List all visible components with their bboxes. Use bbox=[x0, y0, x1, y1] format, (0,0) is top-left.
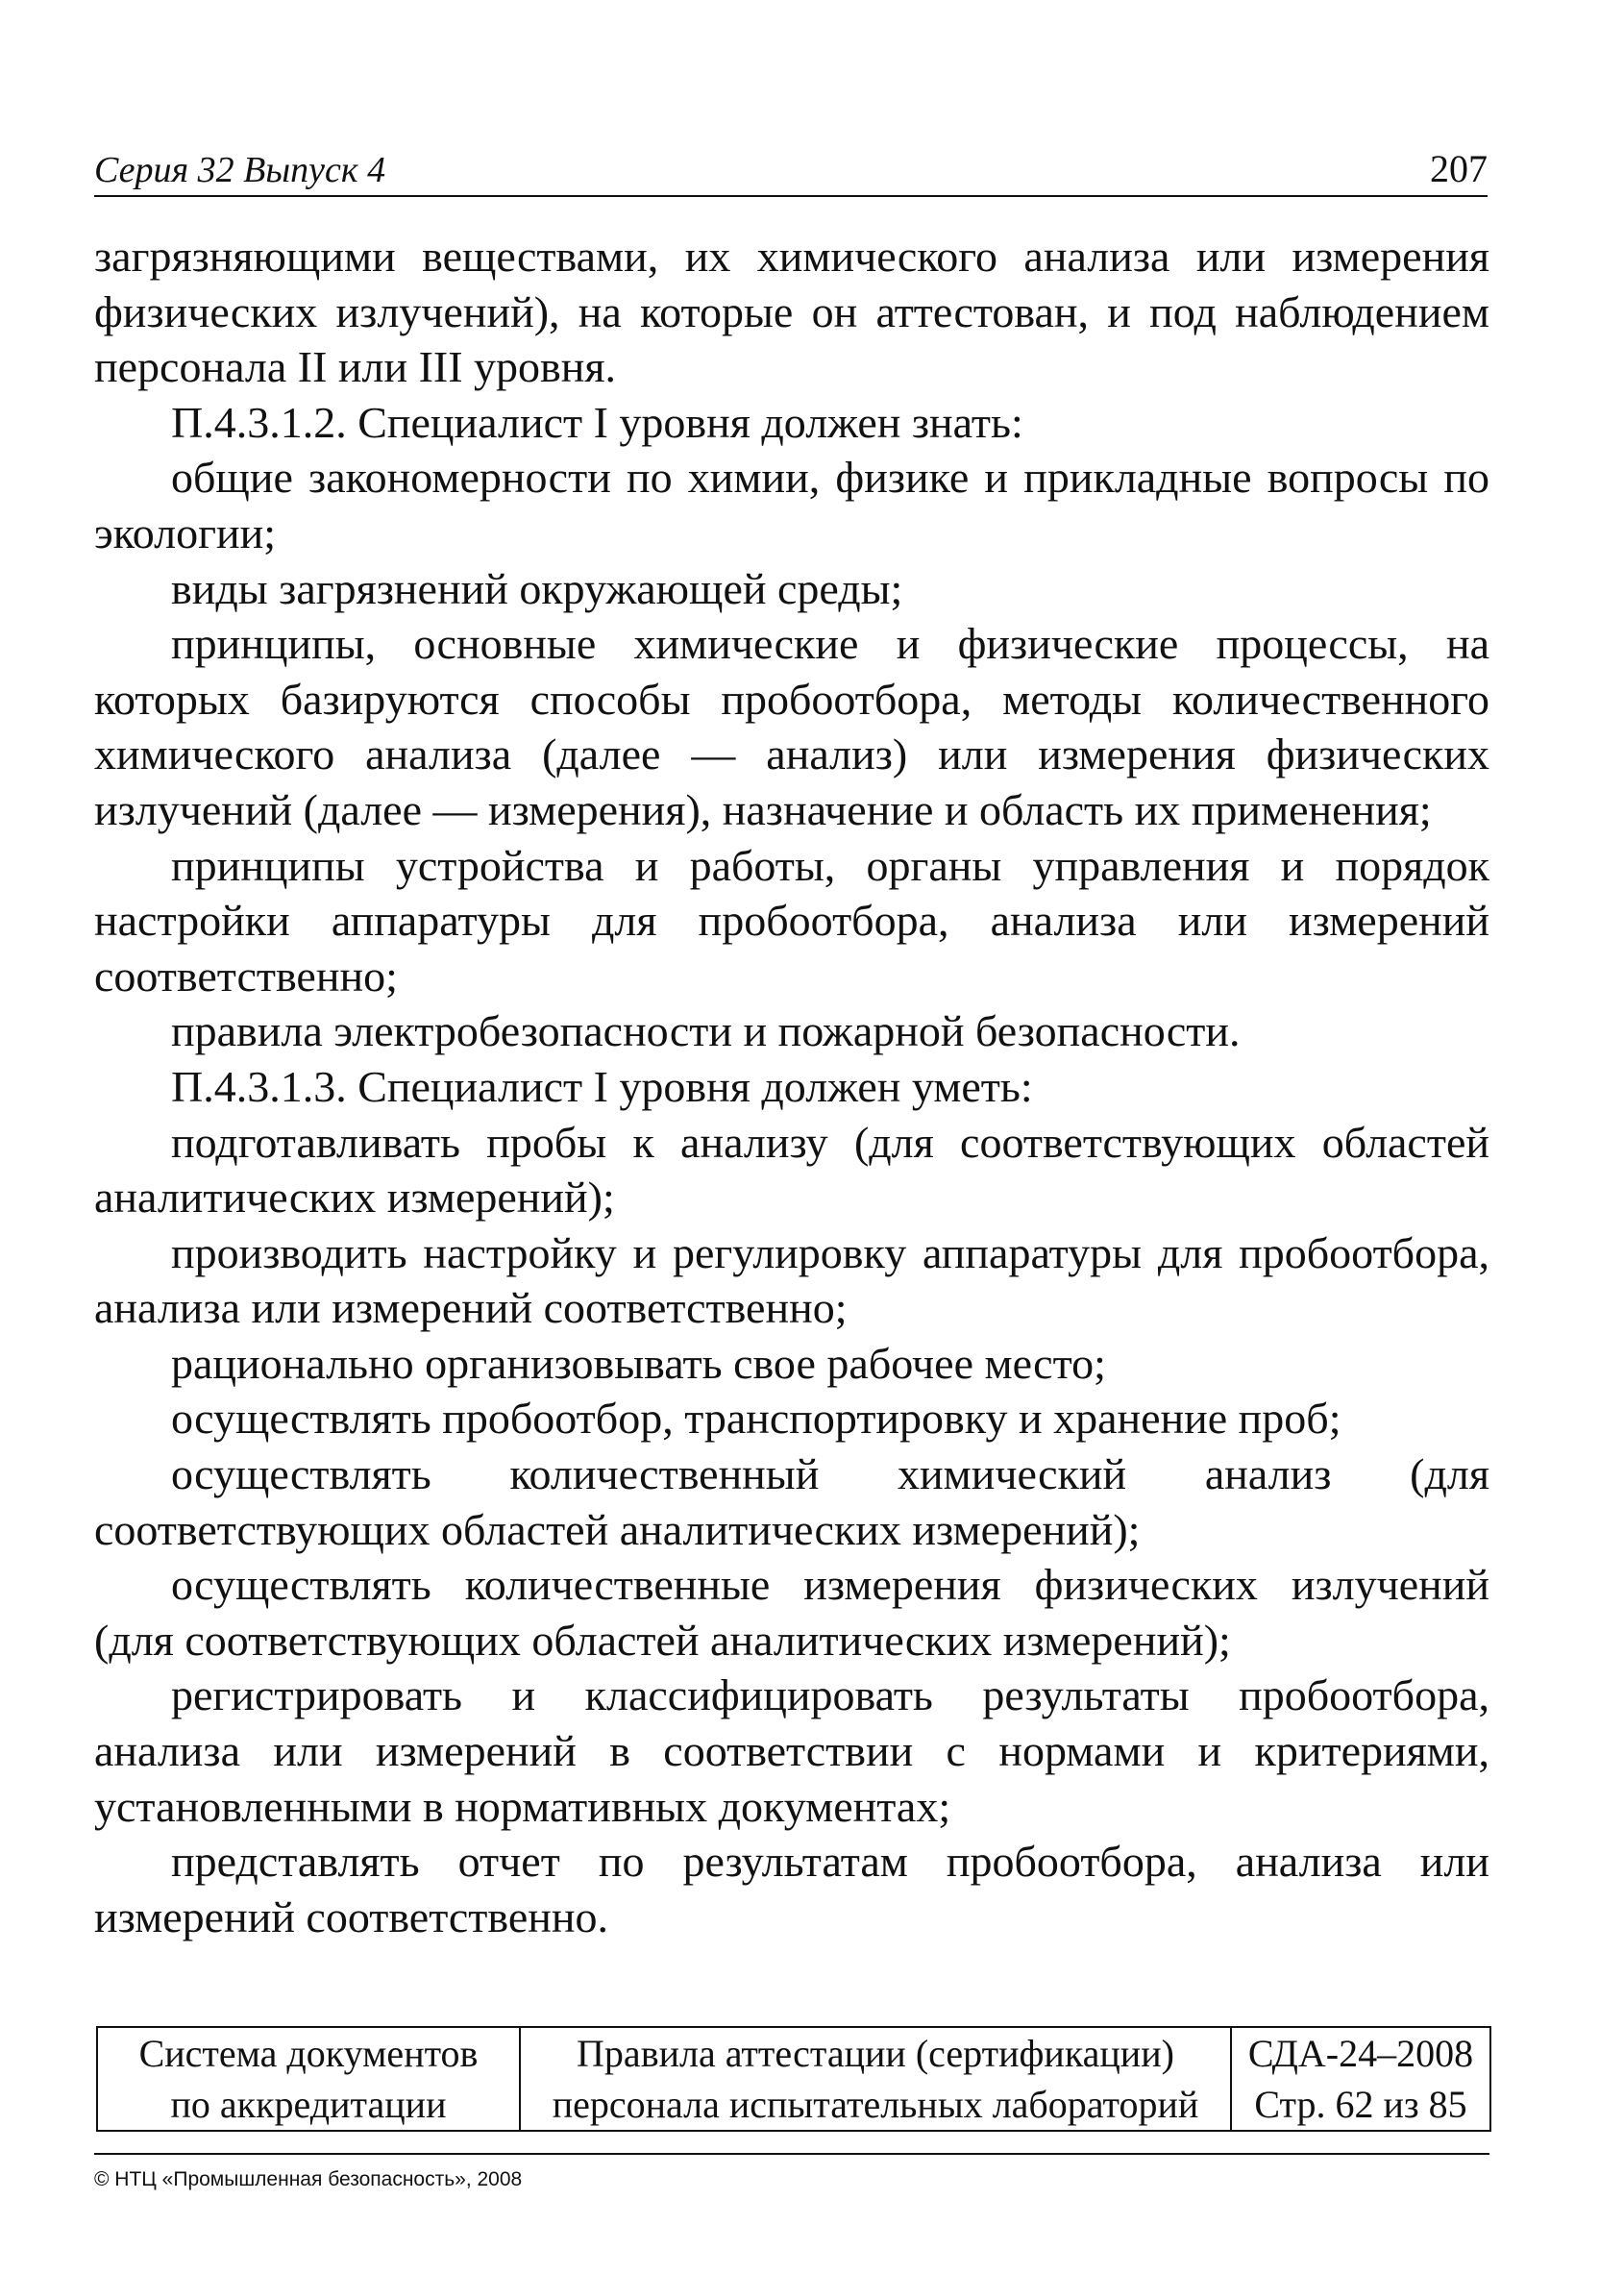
document-code-cell bbox=[1231, 2027, 1490, 2131]
list-item: принципы устройства и работы, органы управления и порядок настройки аппаратуры для пробоотбора, анализа или измерений соответственно; bbox=[94, 840, 1489, 1001]
list-item: принципы, основные химические и физические процессы, на которых базируются способы пробоотбора, методы количественного химического анализа (далее — анализ) или измерения физических излучений (далее — измерения), назначение и область их применения; bbox=[94, 619, 1489, 834]
copyright-footer: © НТЦ «Промышленная безопасность», 2008 bbox=[94, 2168, 523, 2190]
list-item: общие закономерности по химии, физике и прикладные вопросы по экологии; bbox=[94, 453, 1489, 557]
series-label: Серия 32 Выпуск 4 bbox=[94, 150, 386, 190]
document-code: СДА-24–2008 bbox=[1247, 2032, 1474, 2075]
document-info-table bbox=[96, 2026, 1491, 2132]
list-item: осуществлять количественные измерения физических излучений (для соответствующих областей аналитических измерений); bbox=[94, 1560, 1489, 1665]
document-system-line: Система документов bbox=[138, 2032, 479, 2075]
list-item: правила электробезопасности и пожарной безопасности. bbox=[171, 1006, 1241, 1056]
list-item: осуществлять пробоотбор, транспортировку и хранение проб; bbox=[171, 1394, 1341, 1444]
paragraph: загрязняющими веществами, их химического анализа или измерения физических излучений), на которые он аттестован, и под наблюдением персонала II или III уровня. bbox=[94, 232, 1489, 392]
document-title-line: персонала испытательных лабораторий bbox=[552, 2083, 1199, 2126]
document-system-line: по аккредитации bbox=[170, 2083, 447, 2126]
list-item: виды загрязнений окружающей среды; bbox=[171, 563, 903, 613]
list-item: регистрировать и классифицировать результаты пробоотбора, анализа или измерений в соответствии с нормами и критериями, установленными в нормативных документах; bbox=[94, 1670, 1489, 1831]
page-number: 207 bbox=[1430, 147, 1488, 190]
list-item: производить настройку и регулировку аппаратуры для пробоотбора, анализа или измерений соответственно; bbox=[94, 1227, 1489, 1333]
section-heading: П.4.3.1.3. Специалист I уровня должен уметь: bbox=[171, 1061, 1033, 1111]
document-system-cell bbox=[97, 2027, 520, 2131]
document-title-line: Правила аттестации (сертификации) bbox=[577, 2032, 1174, 2075]
table-row bbox=[97, 2027, 1490, 2131]
list-item: подготавливать пробы к анализу (для соответствующих областей аналитических измерений); bbox=[94, 1117, 1489, 1223]
running-header bbox=[94, 146, 1488, 197]
list-item: рационально организовывать свое рабочее место; bbox=[171, 1338, 1106, 1388]
section-heading: П.4.3.1.2. Специалист I уровня должен знать: bbox=[171, 397, 1023, 447]
document-title-cell bbox=[520, 2027, 1231, 2131]
document-page-info: Стр. 62 из 85 bbox=[1254, 2083, 1467, 2126]
list-item: осуществлять количественный химический анализ (для соответствующих областей аналитических измерений); bbox=[94, 1449, 1489, 1554]
list-item: представлять отчет по результатам пробоотбора, анализа или измерений соответственно. bbox=[94, 1837, 1489, 1941]
body-text bbox=[94, 229, 1489, 1944]
footer-divider bbox=[94, 2153, 1489, 2155]
